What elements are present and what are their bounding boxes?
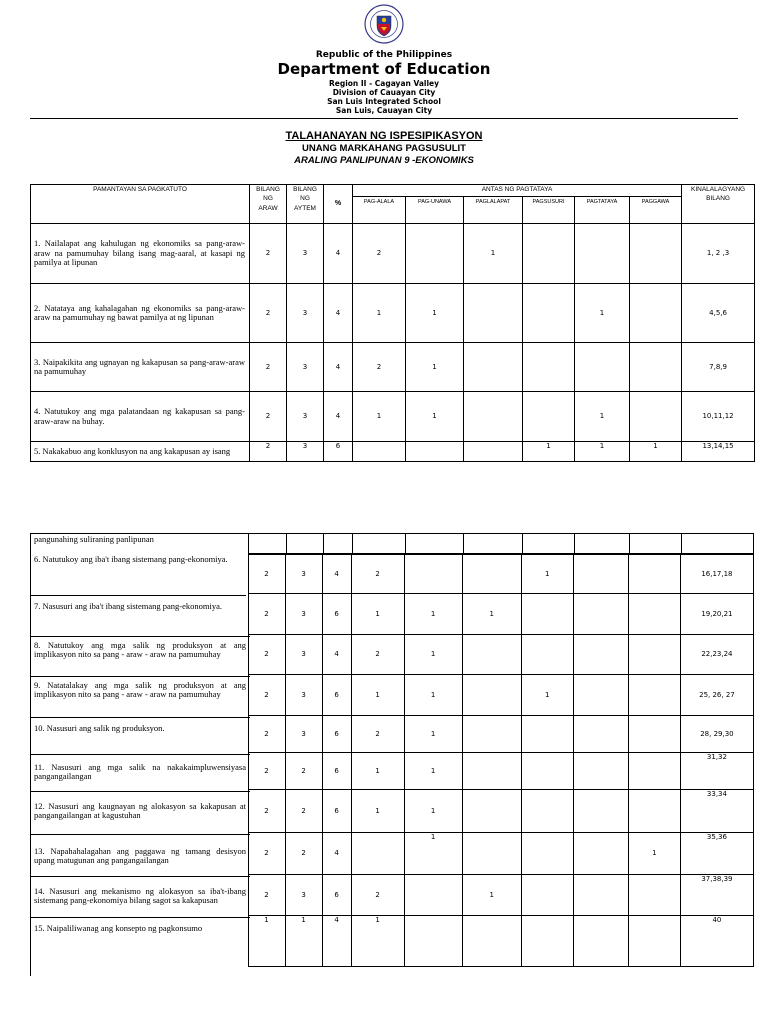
level-cell: 1 — [521, 555, 573, 594]
table-row — [248, 916, 754, 967]
items-cell: 3 — [287, 224, 324, 284]
table-row — [248, 555, 754, 594]
items-cell: 1 — [285, 916, 322, 967]
placement-cell: 7,8,9 — [682, 343, 755, 392]
placement-cell: 19,20,21 — [680, 594, 753, 635]
level-cell — [462, 635, 521, 675]
level-cell: 1 — [404, 594, 462, 635]
level-cell: 1 — [462, 875, 521, 916]
level-cell — [404, 875, 462, 916]
republic-text: Republic of the Philippines — [315, 50, 453, 60]
header-level-pag-unawa: PAG-UNAWA — [406, 197, 464, 224]
level-cell — [573, 635, 628, 675]
division-text: Division of Cauayan City — [332, 88, 436, 97]
level-cell: 1 — [406, 343, 464, 392]
placement-cell: 1, 2 ,3 — [682, 224, 755, 284]
header-level-pag-alala: PAG-ALALA — [353, 197, 406, 224]
table-row — [248, 875, 754, 916]
document-subtitle: UNANG MARKAHANG PAGSUSULIT — [302, 143, 466, 154]
level-cell — [573, 790, 628, 833]
header-competency: PAMANTAYAN SA PAGKATUTO — [31, 185, 250, 224]
table-row — [248, 716, 754, 753]
level-cell: 1 — [521, 675, 573, 716]
level-cell — [630, 284, 682, 343]
days-cell: 2 — [248, 594, 285, 635]
placement-cell: 28, 29,30 — [680, 716, 753, 753]
competency-cell: 6. Natutukoy ang iba't ibang sistemang pang-ekonomiya. — [34, 554, 228, 564]
level-cell — [462, 753, 521, 790]
level-cell — [464, 392, 523, 442]
level-cell — [573, 916, 628, 967]
level-cell — [573, 594, 628, 635]
days-cell: 2 — [248, 555, 285, 594]
level-cell — [523, 284, 575, 343]
table-row — [248, 833, 754, 875]
percent-cell: 6 — [322, 875, 351, 916]
percent-cell: 4 — [322, 635, 351, 675]
percent-cell: 4 — [322, 916, 351, 967]
competency-cell: 1. Nailalapat ang kahulugan ng ekonomiks sa pang-araw-araw na pamumuhay bilang isang mag-aaral, at kasapi ng pamilya at lipunan — [31, 224, 250, 284]
school-text: San Luis Integrated School — [327, 97, 441, 106]
level-cell — [575, 343, 630, 392]
level-cell — [628, 716, 680, 753]
level-cell — [464, 442, 523, 462]
level-cell: 1 — [523, 442, 575, 462]
level-cell: 2 — [353, 343, 406, 392]
level-cell — [462, 833, 521, 875]
level-cell: 1 — [575, 284, 630, 343]
level-cell: 1 — [404, 753, 462, 790]
items-cell: 2 — [285, 790, 322, 833]
percent-cell: 4 — [324, 343, 353, 392]
level-cell — [628, 916, 680, 967]
level-cell — [353, 442, 406, 462]
percent-cell: 6 — [322, 790, 351, 833]
level-cell: 1 — [406, 392, 464, 442]
level-cell — [404, 916, 462, 967]
placement-cell: 35,36 — [680, 833, 753, 875]
competency-cell: 9. Natatalakay ang mga salik ng produksyon at ang implikasyon nito sa pang - araw - araw na pamumuhay — [31, 676, 250, 717]
level-cell — [573, 833, 628, 875]
level-cell: 1 — [462, 594, 521, 635]
level-cell — [573, 753, 628, 790]
table-body-page-1 — [31, 224, 755, 462]
placement-cell: 31,32 — [680, 753, 753, 790]
items-cell: 3 — [287, 392, 324, 442]
table-row — [248, 675, 754, 716]
competency-cell: 5. Nakakabuo ang konklusyon na ang kakapusan ay isang — [31, 442, 250, 462]
table-row — [31, 442, 755, 462]
competency-cell: 15. Naipaliliwanag ang konsepto ng pagkonsumo — [31, 917, 250, 976]
level-cell — [406, 442, 464, 462]
level-cell: 2 — [353, 224, 406, 284]
days-cell: 1 — [248, 916, 285, 967]
competency-cell: 3. Naipakikita ang ugnayan ng kakapusan sa pang-araw-araw na pamumuhay — [31, 343, 250, 392]
table-row — [31, 392, 755, 442]
percent-cell: 4 — [324, 392, 353, 442]
percent-cell: 6 — [322, 594, 351, 635]
level-cell: 1 — [404, 790, 462, 833]
level-cell: 1 — [404, 675, 462, 716]
address-text: San Luis, Cauayan City — [335, 106, 433, 115]
percent-cell: 4 — [324, 284, 353, 343]
deped-seal-icon — [364, 4, 404, 44]
placement-cell: 22,23,24 — [680, 635, 753, 675]
items-cell: 3 — [285, 555, 322, 594]
header-level-pagsusuri: PAGSUSURI — [523, 197, 575, 224]
items-cell: 3 — [285, 675, 322, 716]
percent-cell: 4 — [322, 555, 351, 594]
days-cell: 2 — [248, 790, 285, 833]
level-cell — [630, 343, 682, 392]
level-cell — [521, 716, 573, 753]
level-cell — [406, 224, 464, 284]
level-cell — [628, 555, 680, 594]
header-percent: % — [324, 185, 353, 224]
level-cell — [464, 343, 523, 392]
level-cell — [573, 716, 628, 753]
spec-table-page-1 — [30, 184, 755, 462]
items-cell: 3 — [285, 875, 322, 916]
level-cell: 1 — [351, 753, 404, 790]
competency-cell: 11. Nasusuri ang mga salik na nakakaimpluwensiyasa pangangailangan — [31, 754, 250, 791]
level-cell — [521, 635, 573, 675]
level-cell — [628, 753, 680, 790]
header-level-paglalapat: PAGLALAPAT — [464, 197, 523, 224]
items-cell: 3 — [287, 442, 324, 462]
placement-cell: 16,17,18 — [680, 555, 753, 594]
level-cell: 2 — [351, 555, 404, 594]
competency-cell: pangunahing suliraning panlipunan — [31, 533, 250, 545]
level-cell — [628, 790, 680, 833]
days-cell: 2 — [248, 675, 285, 716]
table-row — [31, 343, 755, 392]
level-cell — [523, 224, 575, 284]
header-level-pagtataya: PAGTATAYA — [575, 197, 630, 224]
days-cell: 2 — [248, 875, 285, 916]
placement-cell: 37,38,39 — [680, 875, 753, 916]
level-cell: 2 — [351, 716, 404, 753]
level-cell: 1 — [404, 635, 462, 675]
level-cell — [521, 753, 573, 790]
header-level-paggawa: PAGGAWA — [630, 197, 682, 224]
level-cell: 1 — [404, 716, 462, 753]
level-cell: 1 — [575, 392, 630, 442]
document-title: TALAHANAYAN NG ISPESIPIKASYON — [285, 130, 483, 142]
level-cell — [462, 790, 521, 833]
level-cell: 1 — [351, 790, 404, 833]
days-cell: 2 — [250, 392, 287, 442]
subject-title: ARALING PANLIPUNAN 9 -EKONOMIKS — [294, 155, 474, 166]
days-cell: 2 — [248, 635, 285, 675]
table-row — [248, 594, 754, 635]
header-levels-group: ANTAS NG PAGTATAYA — [353, 185, 682, 197]
level-cell: 1 — [353, 392, 406, 442]
level-cell — [521, 790, 573, 833]
level-cell — [523, 392, 575, 442]
level-cell — [628, 875, 680, 916]
department-title: Department of Education — [277, 60, 491, 78]
level-cell: 1 — [575, 442, 630, 462]
competency-cell: 7. Nasusuri ang iba't ibang sistemang pang-ekonomiya. — [31, 595, 246, 636]
table-row — [248, 753, 754, 790]
level-cell — [523, 343, 575, 392]
level-cell: 2 — [351, 875, 404, 916]
level-cell — [351, 833, 404, 875]
level-cell — [462, 555, 521, 594]
level-cell: 1 — [351, 594, 404, 635]
header-placement: KINALALAGYANG BILANG — [682, 185, 755, 224]
spec-table-page-2 — [248, 554, 754, 967]
level-cell — [628, 675, 680, 716]
items-cell: 2 — [285, 753, 322, 790]
level-cell: 1 — [464, 224, 523, 284]
level-cell — [573, 875, 628, 916]
level-cell — [573, 555, 628, 594]
level-cell — [575, 224, 630, 284]
days-cell: 2 — [250, 442, 287, 462]
days-cell: 2 — [248, 716, 285, 753]
percent-cell: 6 — [322, 675, 351, 716]
level-cell: 2 — [351, 635, 404, 675]
placement-cell: 4,5,6 — [682, 284, 755, 343]
level-cell — [521, 594, 573, 635]
placement-cell: 25, 26, 27 — [680, 675, 753, 716]
page-2-competency-column — [30, 533, 249, 976]
percent-cell: 6 — [322, 753, 351, 790]
placement-cell: 10,11,12 — [682, 392, 755, 442]
level-cell — [573, 675, 628, 716]
competency-cell: 8. Natutukoy ang mga salik ng produksyon at ang implikasyon nito sa pang - araw - araw na pamumuhay — [31, 636, 250, 676]
level-cell: 1 — [628, 833, 680, 875]
items-cell: 3 — [285, 594, 322, 635]
competency-cell: 13. Napahahalagahan ang paggawa ng tamang desisyon upang matugunan ang pangangailangan — [31, 834, 250, 876]
level-cell — [462, 675, 521, 716]
header-days: BILANG NG ARAW — [250, 185, 287, 224]
percent-cell: 6 — [324, 442, 353, 462]
level-cell — [462, 916, 521, 967]
items-cell: 3 — [287, 284, 324, 343]
percent-cell: 4 — [322, 833, 351, 875]
level-cell: 1 — [351, 916, 404, 967]
header-divider — [30, 118, 738, 119]
placement-cell: 33,34 — [680, 790, 753, 833]
level-cell — [521, 916, 573, 967]
days-cell: 2 — [250, 343, 287, 392]
items-cell: 3 — [287, 343, 324, 392]
level-cell — [464, 284, 523, 343]
percent-cell: 6 — [322, 716, 351, 753]
table-row — [248, 790, 754, 833]
competency-cell: 10. Nasusuri ang salik ng produksyon. — [31, 717, 250, 754]
level-cell — [630, 392, 682, 442]
level-cell: 1 — [406, 284, 464, 343]
level-cell — [462, 716, 521, 753]
level-cell — [521, 875, 573, 916]
days-cell: 2 — [250, 284, 287, 343]
level-cell — [628, 594, 680, 635]
placement-cell: 40 — [680, 916, 753, 967]
items-cell: 3 — [285, 716, 322, 753]
level-cell — [521, 833, 573, 875]
level-cell: 1 — [404, 833, 462, 875]
continuation-col-dividers — [249, 534, 753, 553]
items-cell: 3 — [285, 635, 322, 675]
level-cell — [628, 635, 680, 675]
table-row — [31, 224, 755, 284]
competency-cell: 4. Natutukoy ang mga palatandaan ng kakapusan sa pang-araw-araw na buhay. — [31, 392, 250, 442]
competency-cell: 2. Natataya ang kahalagahan ng ekonomiks sa pang-araw-araw na pamumuhay ng bawat pamilya at ng lipunan — [31, 284, 250, 343]
level-cell: 1 — [353, 284, 406, 343]
table-row — [248, 635, 754, 675]
level-cell — [630, 224, 682, 284]
percent-cell: 4 — [324, 224, 353, 284]
days-cell: 2 — [250, 224, 287, 284]
placement-cell: 13,14,15 — [682, 442, 755, 462]
level-cell: 1 — [351, 675, 404, 716]
days-cell: 2 — [248, 753, 285, 790]
region-text: Region II - Cagayan Valley — [328, 79, 440, 88]
level-cell — [404, 555, 462, 594]
level-cell: 1 — [630, 442, 682, 462]
items-cell: 2 — [285, 833, 322, 875]
days-cell: 2 — [248, 833, 285, 875]
table-body-page-2 — [248, 555, 754, 967]
competency-cell: 14. Nasusuri ang mekanismo ng alokasyon sa iba't-ibang sistemang pang-ekonomiya bilang sagot sa kakapusan — [31, 876, 250, 917]
table-row — [31, 284, 755, 343]
competency-cell: 12. Nasusuri ang kaugnayan ng alokasyon sa kakapusan at pangangailangan at kagustuhan — [31, 791, 250, 834]
header-items: BILANG NG AYTEM — [287, 185, 324, 224]
page-2-continuation-row — [248, 533, 754, 554]
